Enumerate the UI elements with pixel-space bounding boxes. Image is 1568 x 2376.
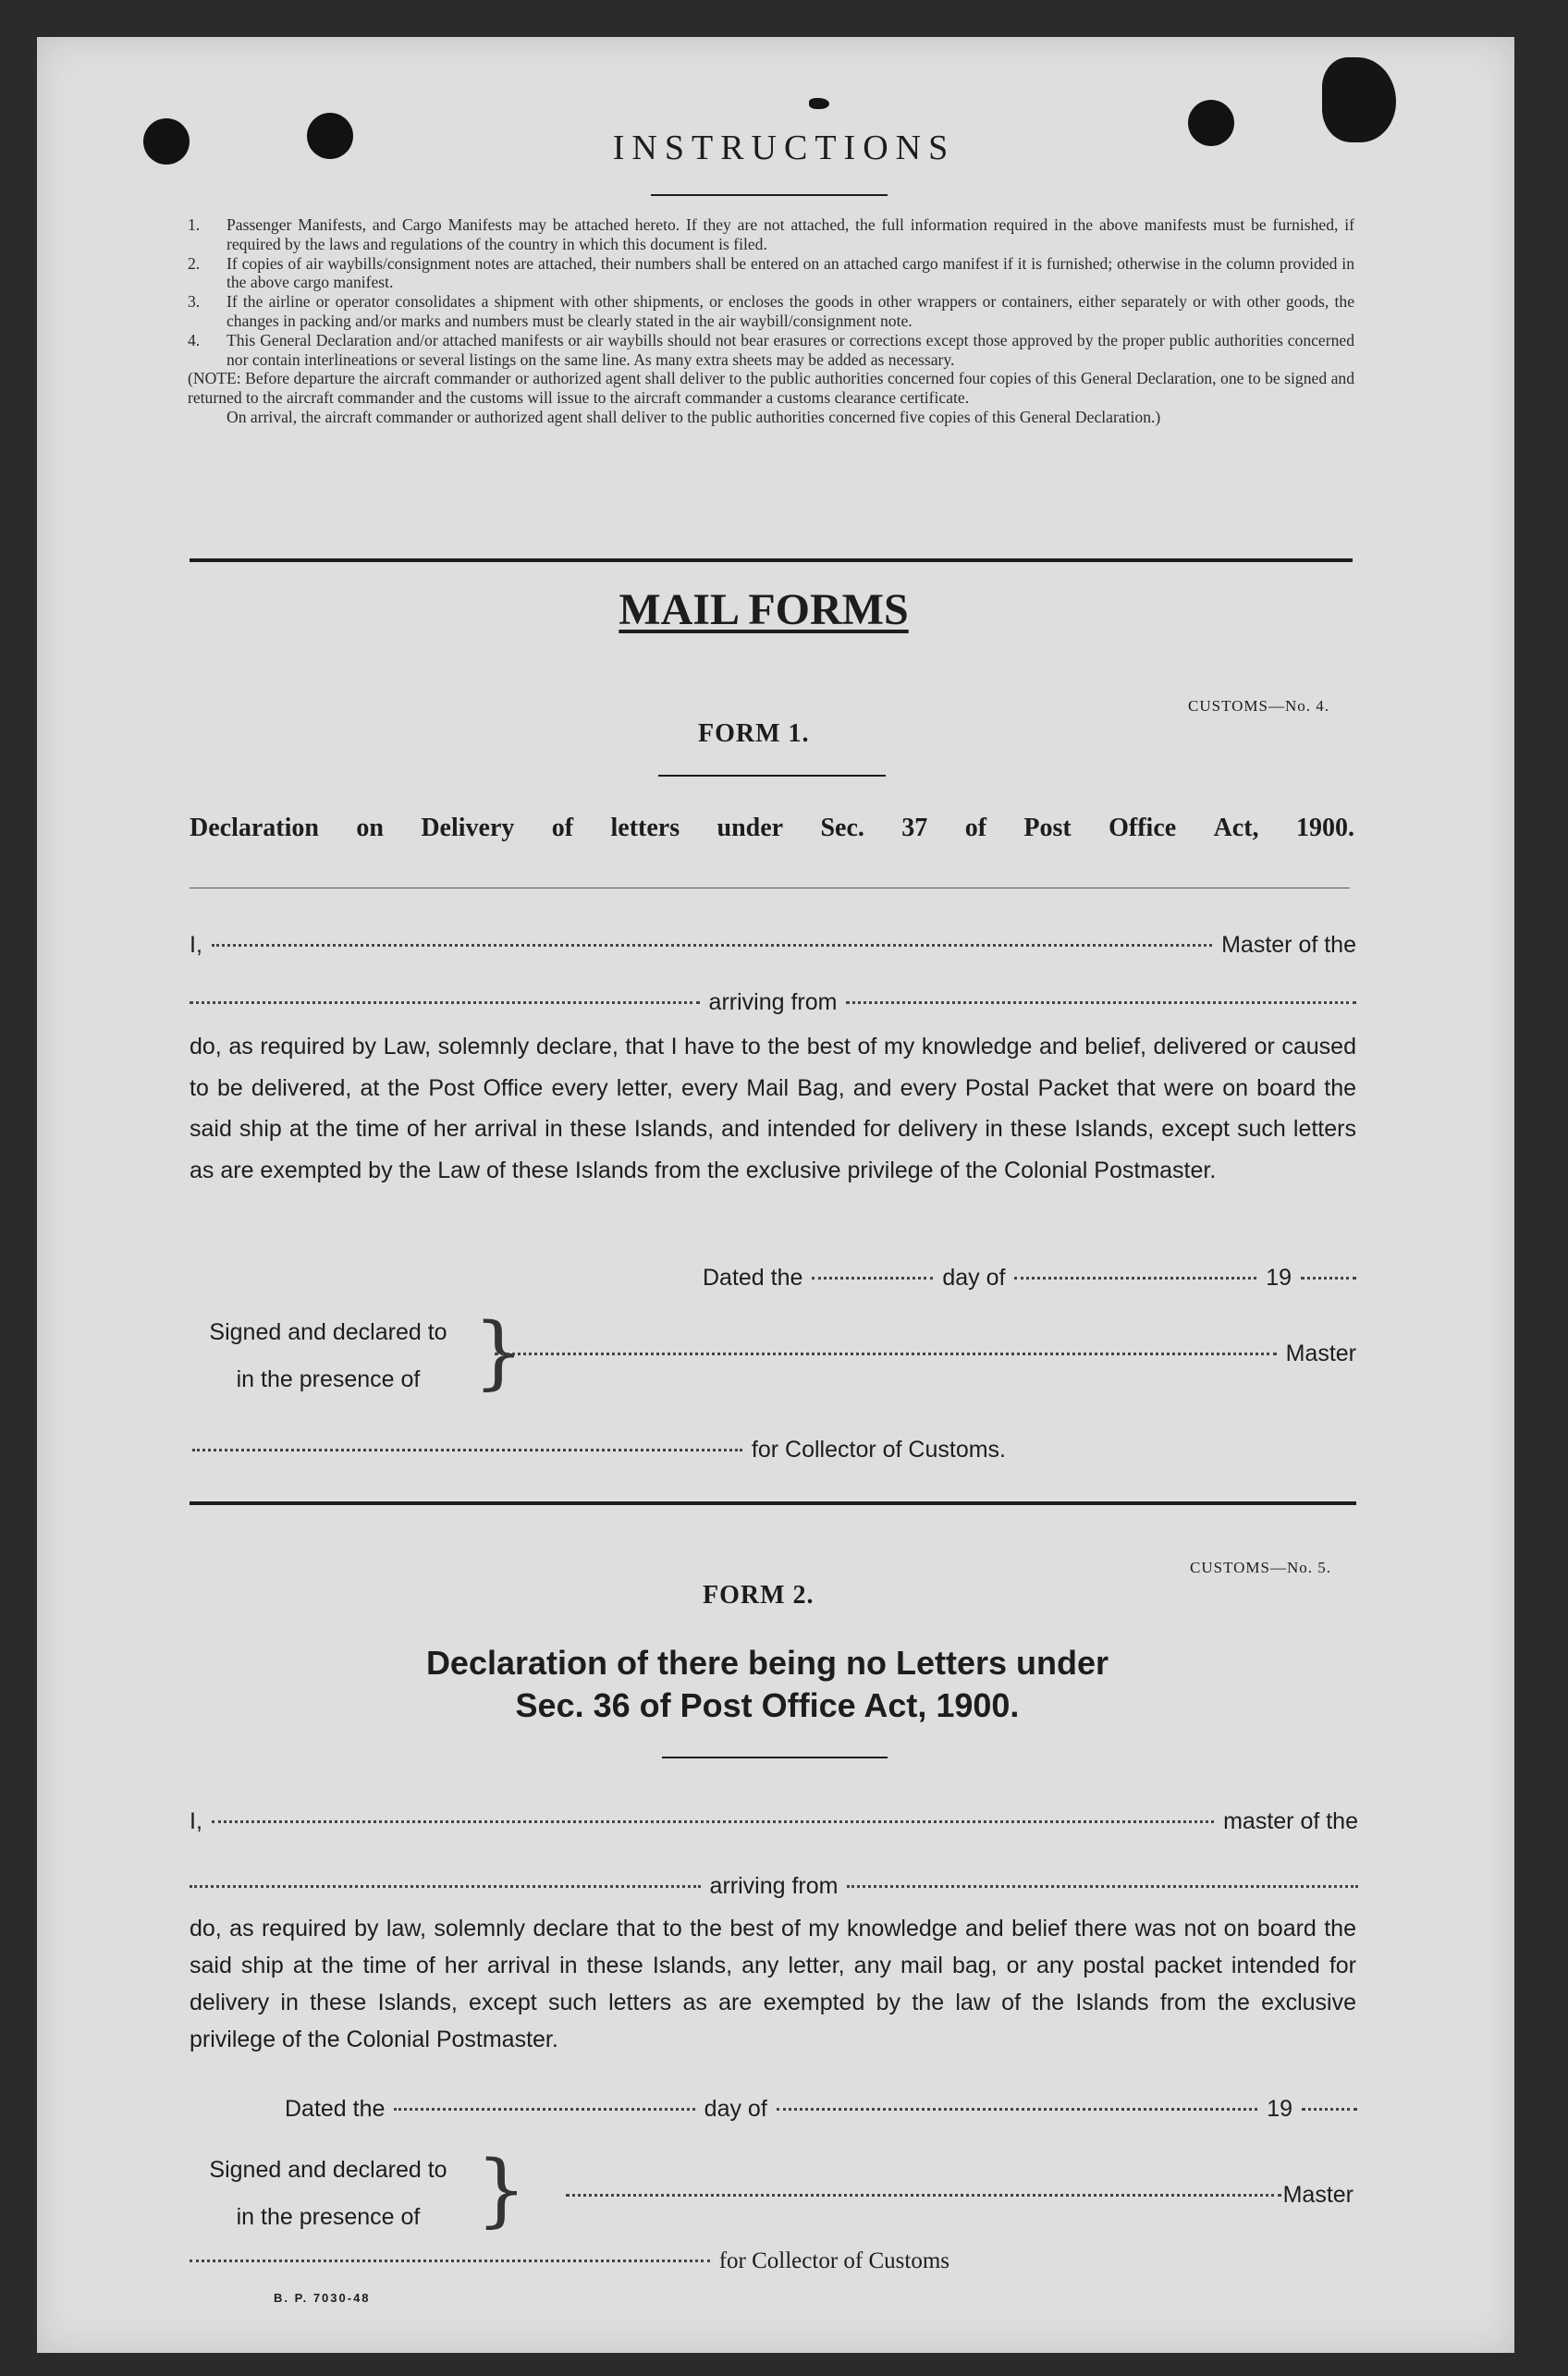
- declaration-line-1: Declaration of there being no Letters under: [425, 1644, 1109, 1682]
- declaration-word: letters: [610, 814, 680, 842]
- collector-signature-field[interactable]: [192, 1449, 742, 1451]
- form2-master-line: [190, 1808, 1358, 1835]
- instruction-number: 2.: [188, 253, 201, 273]
- departure-port-field[interactable]: [846, 1001, 1356, 1004]
- dated-the-label: Dated the: [703, 1265, 803, 1291]
- instruction-note: [188, 369, 1354, 408]
- ship-name-field[interactable]: [190, 1885, 701, 1888]
- declarant-prefix: I,: [190, 1808, 202, 1834]
- form1-collector-line: [192, 1437, 1006, 1464]
- instruction-number: 1.: [188, 215, 201, 234]
- master-label: Master: [1285, 1341, 1356, 1366]
- collector-signature-field[interactable]: [190, 2260, 710, 2262]
- presence-of-label: in the presence of: [236, 1366, 421, 1392]
- declaration-word: Delivery: [421, 814, 515, 842]
- date-month-field[interactable]: [777, 2108, 1257, 2111]
- year-prefix: 19: [1267, 2096, 1292, 2122]
- form2-collector-line: [190, 2248, 949, 2274]
- brace-icon: }: [476, 2144, 527, 2236]
- declaration-word: Act,: [1213, 814, 1259, 842]
- form1-title-rule: [658, 775, 886, 777]
- declarant-prefix: I,: [190, 932, 202, 958]
- master-name-field[interactable]: [212, 944, 1212, 947]
- instruction-text: If the airline or operator consolidates a shipment with other shipments, or encloses the goods in other wrappers or containers, either separately or with other goods, the changes in packing and/or marks and numbers must be clearly stated in the air waybill/consignment note.: [227, 292, 1354, 330]
- form2-signed-label: [190, 2147, 467, 2241]
- section-divider: [190, 558, 1353, 562]
- master-signature-field[interactable]: [495, 1353, 1277, 1355]
- day-of-label: day of: [704, 2096, 767, 2122]
- declaration-word: Declaration: [190, 814, 319, 842]
- collector-label: for Collector of Customs.: [751, 1437, 1006, 1463]
- date-year-field[interactable]: [1302, 2108, 1357, 2111]
- instructions-heading: INSTRUCTIONS: [612, 129, 956, 167]
- signed-declared-label: Signed and declared to: [209, 2157, 447, 2183]
- instruction-number: 3.: [188, 292, 201, 312]
- collector-label: for Collector of Customs: [718, 2248, 949, 2273]
- date-day-field[interactable]: [812, 1277, 933, 1280]
- declaration-word: of: [964, 814, 987, 842]
- declaration-word: 37: [901, 814, 928, 842]
- instruction-item-3: [188, 292, 1354, 331]
- brace-icon: }: [473, 1306, 524, 1399]
- master-name-field[interactable]: [212, 1820, 1214, 1823]
- declaration-word: on: [356, 814, 384, 842]
- ship-name-field[interactable]: [190, 1001, 700, 1004]
- declaration-word: under: [717, 814, 784, 842]
- declaration-word: Office: [1109, 814, 1177, 842]
- date-month-field[interactable]: [1014, 1277, 1256, 1280]
- form1-declaration-heading: [190, 814, 1354, 843]
- ink-mark: [809, 98, 829, 109]
- form2-arriving-line: [190, 1873, 1358, 1900]
- instructions-rule: [651, 194, 888, 196]
- declaration-word: 1900.: [1295, 814, 1354, 842]
- instruction-text: Passenger Manifests, and Cargo Manifests may be attached hereto. If they are not attached, the full information required in the above manifests must be furnished, if required by the laws and regulations of the country in which this document is filed.: [227, 215, 1354, 253]
- form2-title: FORM 2.: [703, 1581, 815, 1610]
- instructions-list: [188, 215, 1354, 427]
- declaration-word: of: [551, 814, 574, 842]
- form2-declaration-text: do, as required by law, solemnly declare that to the best of my knowledge and belief there was not on board the said ship at the time of her arrival in these Islands, any letter, any mail bag, or any postal packet intended for delivery in these Islands, except such letters as are exempted by the law of the Islands from the exclusive privilege of the Colonial Postmaster.: [190, 1916, 1356, 2052]
- form1-customs-number: CUSTOMS—No. 4.: [1188, 697, 1330, 715]
- date-year-field[interactable]: [1301, 1277, 1356, 1280]
- instruction-item-2: [188, 254, 1354, 293]
- master-of-the-label: master of the: [1223, 1808, 1358, 1834]
- instruction-text: This General Declaration and/or attached manifests or air waybills should not bear erasures or corrections except those approved by the proper public authorities concerned nor contain interlineations or several listings on the same line. As many extra sheets may be added as necessary.: [227, 330, 1354, 369]
- form1-arriving-line: [190, 989, 1356, 1016]
- instruction-item-4: [188, 331, 1354, 370]
- form2-date-line: [285, 2096, 1357, 2123]
- arriving-from-label: arriving from: [709, 1873, 839, 1899]
- departure-port-field[interactable]: [847, 1885, 1358, 1888]
- form1-title: FORM 1.: [698, 719, 810, 748]
- instruction-text: If copies of air waybills/consignment notes are attached, their numbers shall be entered on an attached cargo manifest if it is furnished; otherwise in the column provided in the above cargo manifest.: [227, 253, 1354, 292]
- form1-master-line: [190, 932, 1356, 959]
- declaration-word: Post: [1023, 814, 1072, 842]
- form1-declaration-text: do, as required by Law, solemnly declare, that I have to the best of my knowledge and belief, delivered or caused to be delivered, at the Post Office every letter, every Mail Bag, and every Postal Packet that were on board the said ship at the time of her arrival in these Islands, and intended for delivery in these Islands, except such letters as are exempted by the Law of these Islands from the exclusive privilege of the Colonial Postmaster.: [190, 1034, 1356, 1183]
- note-text-departure: Before departure the aircraft commander or authorized agent shall deliver to the public authorities concerned four copies of this General Declaration, one to be signed and returned to the aircraft commander and the customs will issue to the aircraft commander a customs clearance certificate.: [188, 369, 1354, 408]
- day-of-label: day of: [942, 1265, 1006, 1291]
- year-prefix: 19: [1266, 1265, 1292, 1291]
- master-signature-field[interactable]: [566, 2194, 1281, 2197]
- master-of-the-label: Master of the: [1221, 932, 1356, 958]
- instruction-number: 4.: [188, 330, 201, 349]
- printer-code: B. P. 7030-48: [274, 2291, 371, 2305]
- instruction-item-1: [188, 215, 1354, 254]
- presence-of-label: in the presence of: [236, 2204, 421, 2230]
- forms-divider: [190, 1501, 1356, 1505]
- form2-declaration-heading: [0, 1642, 1535, 1727]
- date-day-field[interactable]: [394, 2108, 694, 2111]
- mail-forms-heading: MAIL FORMS: [619, 585, 909, 634]
- arriving-from-label: arriving from: [708, 989, 838, 1015]
- dated-the-label: Dated the: [285, 2096, 386, 2122]
- declaration-word: Sec.: [820, 814, 864, 842]
- note-prefix: (NOTE:: [188, 369, 241, 388]
- declaration-line-2: Sec. 36 of Post Office Act, 1900.: [515, 1686, 1020, 1724]
- master-label: Master: [1282, 2182, 1354, 2208]
- form1-master-signature-line: [495, 1341, 1356, 1367]
- form2-heading-rule: [662, 1757, 888, 1758]
- form1-date-line: [703, 1265, 1356, 1292]
- form1-signed-label: [190, 1309, 467, 1403]
- form2-master-signature-line: [566, 2182, 1354, 2209]
- signed-declared-label: Signed and declared to: [209, 1319, 447, 1345]
- note-text-arrival: On arrival, the aircraft commander or authorized agent shall deliver to the public authorities concerned five copies of this General Declaration.): [227, 407, 1161, 426]
- form2-customs-number: CUSTOMS—No. 5.: [1190, 1559, 1332, 1576]
